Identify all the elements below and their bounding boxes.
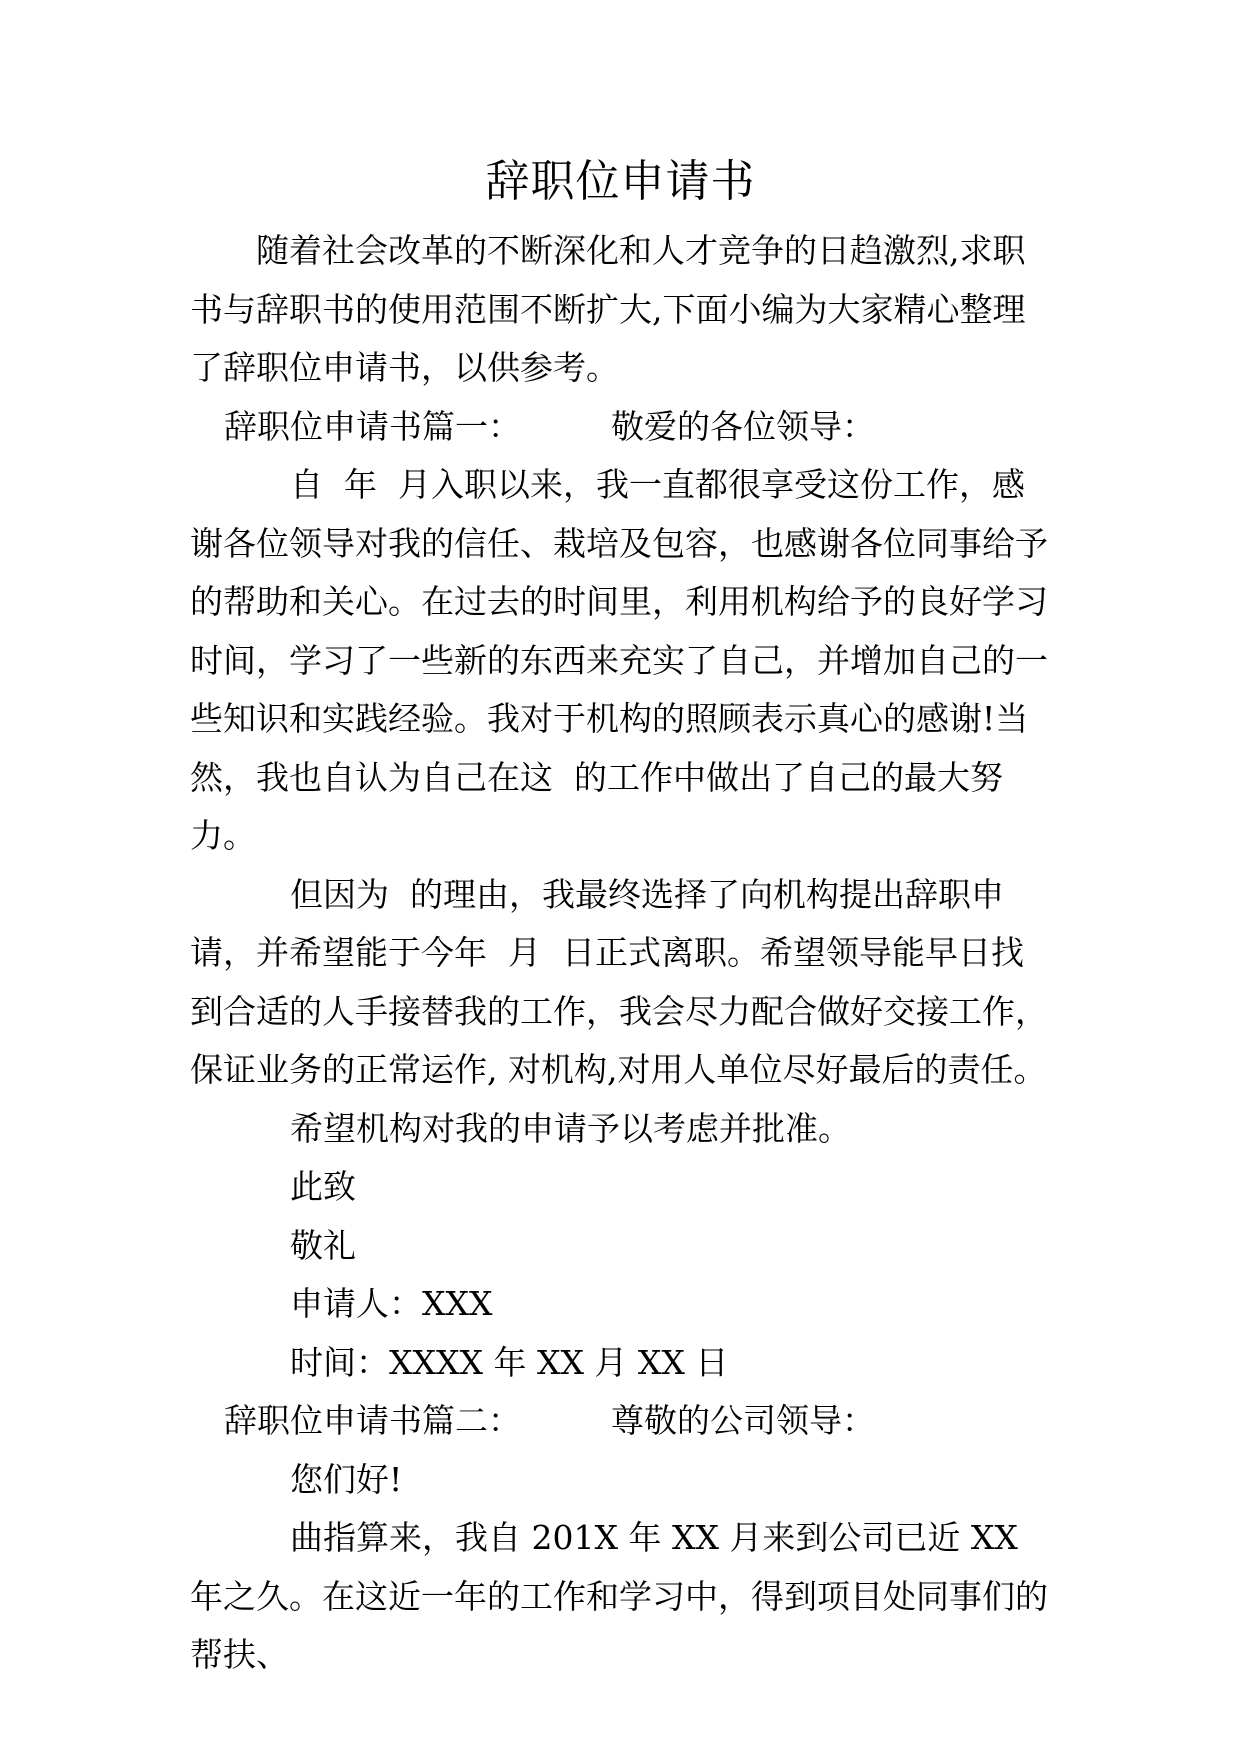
- letter2-paragraph-1: 曲指算来，我自 201X 年 XX 月来到公司已近 XX 年之久。在这近一年的工作和学习中，得到项目处同事们的帮扶、: [190, 1518, 1048, 1674]
- letter1-paragraph-3: 希望机构对我的申请予以考虑并批准。: [290, 1108, 851, 1148]
- letter1-heading-line: [190, 398, 1050, 457]
- letter2-heading-line: [190, 1392, 1050, 1451]
- letter1-closing-2: 敬礼: [290, 1225, 356, 1265]
- letter1-paragraph-2: 但因为 的理由，我最终选择了向机构提出辞职申请，并希望能于今年 月 日正式离职。希望领导能早日找到合适的人手接替我的工作，我会尽力配合做好交接工作，保证业务的正常运作, 对机构,对用人单位尽好最后的责任。: [190, 874, 1048, 1089]
- document-body: [190, 222, 1050, 1685]
- letter1-closing-1: 此致: [290, 1167, 356, 1206]
- letter1-paragraph-1: 自 年 月入职以来，我一直都很享受这份工作，感谢各位领导对我的信任、栽培及包容，也感谢各位同事给予的帮助和关心。在过去的时间里，利用机构给予的良好学习时间，学习了一些新的东西来充实了自己，并增加自己的一些知识和实践经验。我对于机构的照顾表示真心的感谢!当然，我也自认为自己在这 的工作中做出了自己的最大努力。: [190, 465, 1048, 855]
- letter2-salutation: 尊敬的公司领导：: [611, 1401, 875, 1440]
- letter1-salutation: 敬爱的各位领导：: [611, 406, 875, 446]
- letter2-heading: 辞职位申请书篇二：: [224, 1401, 521, 1440]
- letter1-applicant: 申请人：XXX: [290, 1284, 493, 1323]
- letter1-heading: 辞职位申请书篇一：: [224, 406, 521, 446]
- document-title: 辞职位申请书: [485, 156, 756, 207]
- letter2-greeting: 您们好!: [290, 1459, 403, 1499]
- letter1-date: 时间：XXXX 年 XX 月 XX 日: [290, 1342, 729, 1382]
- intro-paragraph: 随着社会改革的不断深化和人才竞争的日趋激烈,求职书与辞职书的使用范围不断扩大,下面小编为大家精心整理了辞职位申请书，以供参考。: [190, 231, 1026, 387]
